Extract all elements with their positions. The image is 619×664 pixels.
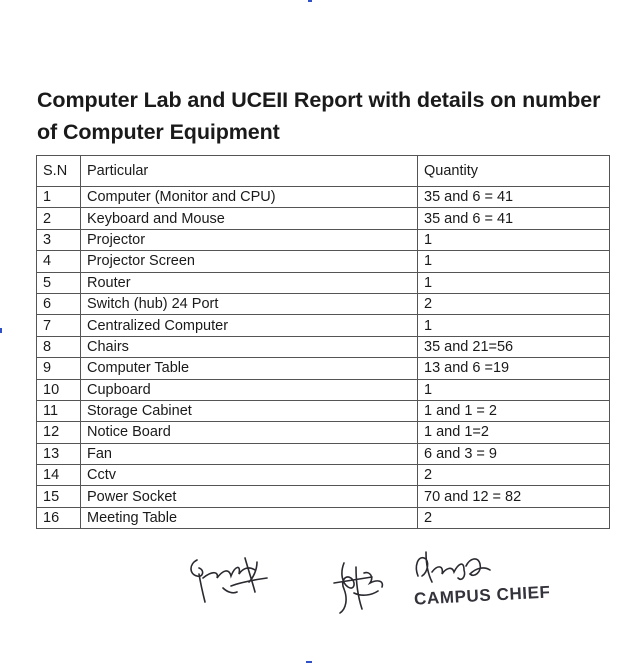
cell-sn: 5 — [37, 272, 81, 293]
header-sn: S.N — [37, 156, 81, 187]
table-row — [37, 465, 610, 486]
cell-quantity: 1 — [418, 272, 610, 293]
cell-particular: Chairs — [81, 336, 418, 357]
table-row — [37, 293, 610, 314]
cell-sn: 14 — [37, 465, 81, 486]
cell-sn: 7 — [37, 315, 81, 336]
table-row — [37, 272, 610, 293]
cell-sn: 11 — [37, 400, 81, 421]
cell-quantity: 1 — [418, 379, 610, 400]
scan-mark-top — [308, 0, 312, 2]
table-row — [37, 486, 610, 507]
cell-sn: 3 — [37, 229, 81, 250]
table-row — [37, 251, 610, 272]
cell-sn: 4 — [37, 251, 81, 272]
cell-sn: 6 — [37, 293, 81, 314]
cell-particular: Keyboard and Mouse — [81, 208, 418, 229]
cell-particular: Computer (Monitor and CPU) — [81, 187, 418, 208]
cell-particular: Meeting Table — [81, 507, 418, 528]
table-row — [37, 208, 610, 229]
cell-particular: Centralized Computer — [81, 315, 418, 336]
table-row — [37, 315, 610, 336]
scan-mark-left — [0, 328, 2, 333]
cell-quantity: 2 — [418, 293, 610, 314]
equipment-table-body — [37, 187, 610, 529]
table-header-row — [37, 156, 610, 187]
cell-particular: Projector Screen — [81, 251, 418, 272]
scan-mark-bottom — [306, 661, 312, 663]
table-row — [37, 336, 610, 357]
cell-particular: Switch (hub) 24 Port — [81, 293, 418, 314]
header-particular: Particular — [81, 156, 418, 187]
signature-2 — [326, 553, 396, 621]
cell-particular: Router — [81, 272, 418, 293]
page-title: Computer Lab and UCEII Report with details on number of Computer Equipment — [37, 88, 601, 144]
table-row — [37, 358, 610, 379]
cell-sn: 10 — [37, 379, 81, 400]
cell-quantity: 13 and 6 =19 — [418, 358, 610, 379]
cell-quantity: 1 and 1=2 — [418, 422, 610, 443]
table-row — [37, 507, 610, 528]
cell-sn: 1 — [37, 187, 81, 208]
cell-quantity: 1 — [418, 315, 610, 336]
campus-chief-stamp: CAMPUS CHIEF — [413, 582, 551, 609]
cell-quantity: 35 and 6 = 41 — [418, 208, 610, 229]
cell-quantity: 1 — [418, 229, 610, 250]
cell-particular: Computer Table — [81, 358, 418, 379]
cell-particular: Projector — [81, 229, 418, 250]
cell-particular: Notice Board — [81, 422, 418, 443]
equipment-table — [36, 155, 610, 529]
cell-sn: 13 — [37, 443, 81, 464]
cell-quantity: 1 and 1 = 2 — [418, 400, 610, 421]
table-row — [37, 379, 610, 400]
table-row — [37, 187, 610, 208]
cell-sn: 15 — [37, 486, 81, 507]
cell-quantity: 2 — [418, 465, 610, 486]
cell-quantity: 35 and 6 = 41 — [418, 187, 610, 208]
cell-particular: Fan — [81, 443, 418, 464]
cell-quantity: 35 and 21=56 — [418, 336, 610, 357]
cell-sn: 9 — [37, 358, 81, 379]
cell-quantity: 1 — [418, 251, 610, 272]
table-row — [37, 443, 610, 464]
signature-3 — [408, 546, 498, 590]
table-row — [37, 400, 610, 421]
cell-sn: 8 — [37, 336, 81, 357]
table-row — [37, 422, 610, 443]
header-quantity: Quantity — [418, 156, 610, 187]
cell-particular: Cctv — [81, 465, 418, 486]
table-row — [37, 229, 610, 250]
cell-quantity: 70 and 12 = 82 — [418, 486, 610, 507]
cell-quantity: 2 — [418, 507, 610, 528]
cell-sn: 12 — [37, 422, 81, 443]
cell-particular: Power Socket — [81, 486, 418, 507]
cell-sn: 2 — [37, 208, 81, 229]
cell-particular: Storage Cabinet — [81, 400, 418, 421]
cell-quantity: 6 and 3 = 9 — [418, 443, 610, 464]
cell-particular: Cupboard — [81, 379, 418, 400]
cell-sn: 16 — [37, 507, 81, 528]
signature-1 — [183, 548, 283, 612]
